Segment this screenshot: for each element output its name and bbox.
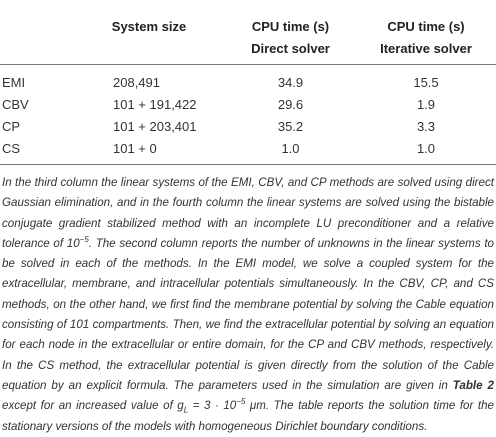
g-exponent: −5 [236,397,246,407]
header-size-blank [73,34,225,65]
header-method-blank [0,34,73,65]
row-iterative-time: 1.9 [416,96,436,112]
table-2-reference[interactable]: Table 2 [452,378,494,392]
caption-text-4: = 3 · 10 [188,399,237,413]
table-row [0,137,496,165]
header-direct-solver: Direct solver [251,41,330,56]
header-system-size: System size [111,19,187,34]
row-direct-time: 1.0 [281,140,300,156]
header-iterative-solver: Iterative solver [380,41,472,56]
row-direct-time: 29.6 [277,96,304,112]
row-system-size: 101 + 191,422 [113,96,197,112]
row-iterative-time: 3.3 [416,118,436,134]
g-subscript: L [183,405,189,415]
row-system-size: 208,491 [113,74,160,90]
row-method: EMI [2,74,26,90]
header-row-1 [0,0,496,34]
cpu-time-table [0,0,496,165]
table-caption [2,173,494,437]
row-iterative-time: 1.0 [416,140,436,156]
row-direct-time: 35.2 [277,118,304,134]
header-row-2 [0,34,496,65]
header-method [0,0,73,34]
table-row [0,93,496,115]
caption-text-1: In the third column the linear systems of the EMI, CBV, and CP methods are solved using direct Gaussian elimination, and in the fourth column the linear systems are solved using the bistable conjugate gradient stabilized method with an incomplete LU preconditioner and a relative tolerance of 10 [2,176,494,250]
row-method: CBV [2,96,29,112]
row-iterative-time: 15.5 [413,74,439,90]
row-method: CS [2,140,21,156]
row-system-size: 101 + 203,401 [113,118,197,134]
tolerance-exponent: −5 [79,235,89,245]
row-method: CP [2,118,21,134]
table-row [0,65,496,94]
header-iterative-cpu-time: CPU time (s) [387,19,465,34]
results-table-container [0,0,496,165]
caption-text-3: except for an increased value of g [2,399,184,413]
row-system-size: 101 + 0 [113,140,157,156]
row-direct-time: 34.9 [277,74,304,90]
caption-text-2: . The second column reports the number of unknowns in the linear systems to be solved in each of the methods. In the EMI model, we solve a coupled system for the extracellular, membrane, and intracellular potentials simultaneously. In the CBV, CP, and CS methods, on the other hand, we first find the membrane potential by solving the Cable equation consisting of 101 compartments. Then, we find the extracellular potential by solving an equation for each node in the extracellular or entire domain, for the CP and CBV methods, respectively. In the CS method, the extracellular potential is given directly from the solution of the Cable equation by an explicit formula. The parameters used in the simulation are given in [2,236,494,392]
header-direct-cpu-time: CPU time (s) [251,19,330,34]
table-row [0,115,496,137]
table-body [0,65,496,165]
caption-text-5: μm. The table reports the solution time for the stationary versions of the models with homogeneous Dirichlet boundary conditions. [2,399,494,433]
table-header [0,0,496,65]
